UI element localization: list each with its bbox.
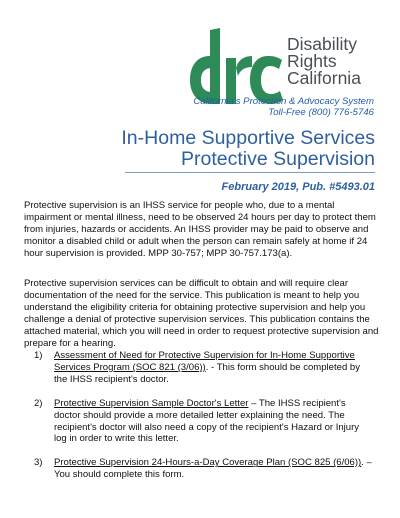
list-item bbox=[34, 350, 374, 386]
list-item-text: . - This form should be completed by the IHSS recipient's doctor. bbox=[54, 361, 360, 385]
organization-name-line2: Rights bbox=[287, 51, 337, 71]
soc-821-link[interactable]: Assessment of Need for Protective Supervision for In-Home Supportive Services Program (SOC 821 (3/06)) bbox=[54, 350, 355, 373]
purpose-paragraph: Protective supervision services can be difficult to obtain and will require clear documentation of the need for the service. This publication is meant to help you understand the eligibility criteria for obtaining protective supervision and help you challenge a denial of protective supervision services. This publication contains the attached material, which you will need in order to request protective supervision and prepare for a hearing. bbox=[24, 278, 379, 349]
list-item-number: 2) bbox=[34, 397, 43, 409]
doctor-letter-link[interactable]: Protective Supervision Sample Doctor's Letter bbox=[54, 397, 249, 409]
organization-name-line3: California bbox=[287, 68, 361, 88]
list-item bbox=[34, 457, 374, 481]
materials-list bbox=[34, 350, 374, 493]
publication-date: February 2019, Pub. #5493.01 bbox=[221, 181, 375, 193]
list-item-text: . – You should complete this form. bbox=[54, 457, 372, 481]
list-item-number: 3) bbox=[34, 457, 43, 469]
page-title-line1: In-Home Supportive Services bbox=[121, 127, 375, 149]
organization-name bbox=[287, 36, 361, 87]
page-title-line2: Protective Supervision bbox=[180, 148, 375, 170]
page-title bbox=[121, 128, 375, 170]
organization-name-line1: Disability bbox=[287, 34, 358, 54]
title-divider bbox=[125, 172, 375, 173]
tagline-phone: Toll-Free (800) 776-5746 bbox=[268, 107, 374, 118]
list-item-number: 1) bbox=[34, 350, 43, 361]
list-item-text: – The IHSS recipient's doctor should provide a more detailed letter explaining the need. The recipient's doctor will also need a copy of the recipient's Hazard or Injury log in order to write this letter. bbox=[54, 397, 360, 445]
soc-825-link[interactable]: Protective Supervision 24-Hours-a-Day Coverage Plan (SOC 825 (6/06)) bbox=[54, 457, 362, 469]
tagline bbox=[193, 96, 374, 118]
tagline-system: California's Protection & Advocacy System bbox=[193, 96, 374, 107]
list-item bbox=[34, 398, 374, 446]
intro-paragraph: Protective supervision is an IHSS service for people who, due to a mental impairment or mental illness, need to be observed 24 hours per day to protect them from injuries, hazards or accidents. An IHSS provider may be paid to observe and monitor a disabled child or adult when the person can remain safely at home if 24 hour supervision is provided. MPP 30-757; MPP 30-757.173(a). bbox=[24, 200, 376, 259]
